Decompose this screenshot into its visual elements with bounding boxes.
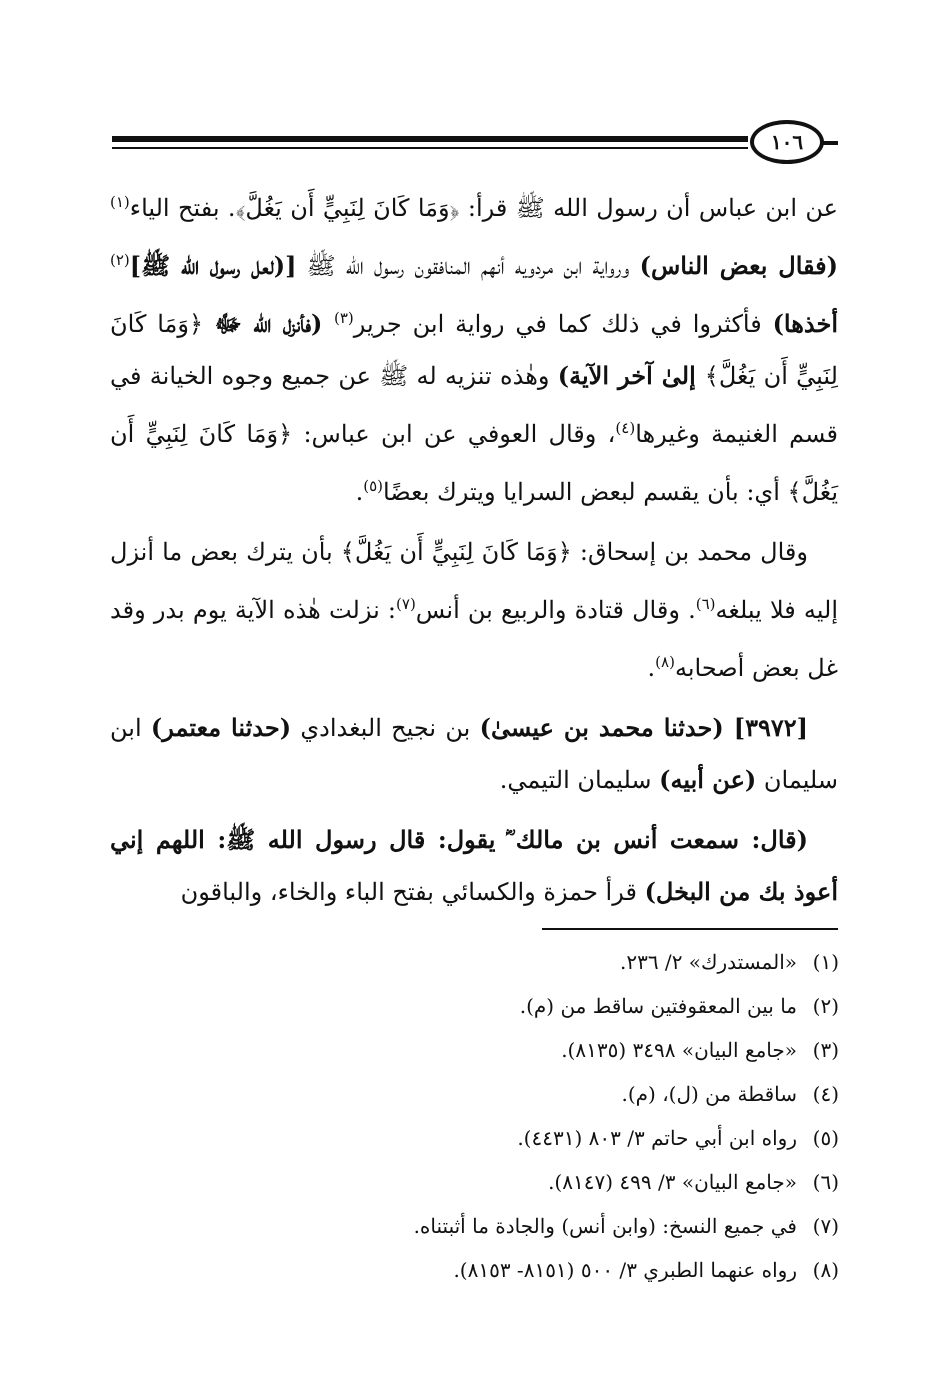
bold-text-run: [٣٩٧٢] (حدثنا محمد بن عيسىٰ) [479,713,809,742]
text-run: ﴿وَمَا كَانَ لِنَبِيٍّ أَن يَغُلَّ﴾ [110,310,838,390]
paragraph [110,526,838,694]
footnote-separator [542,928,838,930]
text-run: بأن يترك بعض ما أنزل إليه فلا يبلغه [110,538,839,624]
footnote-text: «جامع البيان» ٣/ ٤٩٩ (٨١٤٧). [548,1170,797,1194]
text-run: فأكثروا في ذلك كما في رواية ابن جرير [353,310,773,338]
footnote-text: «المستدرك» ٢/ ٢٣٦. [619,950,797,974]
header-rule-thin [112,147,748,149]
bold-text-run: (قال: سمعت أنس بن مالك ؓ يقول: قال رسول الله ﷺ: اللهم إني أعوذ بك من البخل) [110,825,838,906]
text-run: ﴿وَمَا كَانَ لِنَبِيٍّ أَن يَغُلَّ﴾ [235,194,460,222]
paragraph [110,702,838,806]
footnote-text: رواه ابن أبي حاتم ٣/ ٨٠٣ (٤٤٣١). [517,1126,797,1150]
text-run: قرأ حمزة والكسائي بفتح الباء والخاء، والباقون [180,878,645,906]
footnote-reference: (١) [110,193,130,211]
bold-text-run: (حدثنا معتمر) [150,713,292,742]
footnote-number: (٤) [812,1082,839,1106]
bold-text-run: أخذها) [772,309,838,338]
text-run: . بفتح الياء [129,194,236,222]
page-header [112,120,838,170]
footnote-text: في جميع النسخ: (وابن أنس) والجادة ما أثبتناه. [413,1214,797,1238]
page-number-badge [750,120,824,164]
footnote-item [113,1028,839,1072]
footnote-reference: (٧) [396,595,416,613]
header-rule-thick [112,136,748,142]
text-run: عن ابن عباس أن رسول الله ﷺ قرأ: [459,194,839,222]
footnote-reference: (٥) [363,477,383,495]
text-run: سليمان التيمي. [499,766,660,794]
footnote-item [113,1116,839,1160]
bold-text-run: (فقال بعض الناس) [639,251,839,280]
footnote-number: (٧) [812,1214,839,1238]
text-run: أي: بأن يقسم لبعض السرايا ويترك بعضًا [382,478,788,506]
bold-text-run: إلىٰ آخر الآية) [557,361,705,390]
footnote-item [113,1160,839,1204]
text-run: ﴿وَمَا كَانَ لِنَبِيٍّ أَن يَغُلَّ﴾ [340,538,572,566]
main-text-body [110,176,838,926]
text-run: : نزلت هٰذه الآية يوم بدر وقد غل بعض أصحابه [110,596,838,682]
footnote-reference: (٣) [333,309,354,327]
text-run: . وقال قتادة والربيع بن أنس [415,596,696,624]
footnote-reference: (٤) [615,419,636,437]
footnotes-list [113,940,839,1292]
footnote-text: «جامع البيان» ٣٤٩٨ (٨١٣٥). [561,1038,797,1062]
paragraph [110,814,838,918]
text-run: . [647,654,656,682]
page-number: ١٠٦ [770,130,804,154]
footnote-item [113,1204,839,1248]
footnote-number: (٨) [812,1258,839,1282]
text-run: وقال محمد بن إسحاق: [571,538,808,566]
footnote-reference: (٦) [695,595,716,613]
footnote-reference: (٨) [655,653,675,671]
footnote-text: ما بين المعقوفتين ساقط من (م). [519,994,797,1018]
text-run: ابن سليمان [110,714,838,794]
footnote-text: ساقطة من (ل)، (م). [621,1082,797,1106]
footnote-number: (٣) [812,1038,839,1062]
text-run: بن نجيح البغدادي [291,714,480,742]
footnote-number: (٢) [812,994,839,1018]
text-run: وهٰذه تنزيه له ﷺ عن جميع وجوه الخيانة في قسم الغنيمة وغيرها [110,362,839,448]
footnote-number: (٦) [812,1170,839,1194]
text-run: ورواية ابن مردويه أنهم المنافقون رسول الله ﷺ [296,252,640,280]
footnote-item [113,1072,839,1116]
footnote-item [113,984,839,1028]
text-run: ﴿وَمَا كَانَ لِنَبِيٍّ أَن يَغُلَّ﴾ [110,420,838,506]
text-run: ، وقال العوفي عن ابن عباس: [292,420,616,448]
footnote-text: رواه عنهما الطبري ٣/ ٥٠٠ (٨١٥١- ٨١٥٣). [453,1258,797,1282]
footnote-item [113,940,839,984]
bold-text-run: (عن أبيه) [659,765,757,794]
bold-text-run: [(لعل رسول الله ﷺ] [129,251,297,280]
paragraph [110,176,838,518]
footnote-reference: (٢) [110,251,130,269]
footnote-item [113,1248,839,1292]
bold-text-run: (فأنزل الله ﷻ [203,309,334,338]
text-run: . [355,478,364,506]
footnote-number: (٥) [812,1126,839,1150]
footnote-number: (١) [812,950,839,974]
